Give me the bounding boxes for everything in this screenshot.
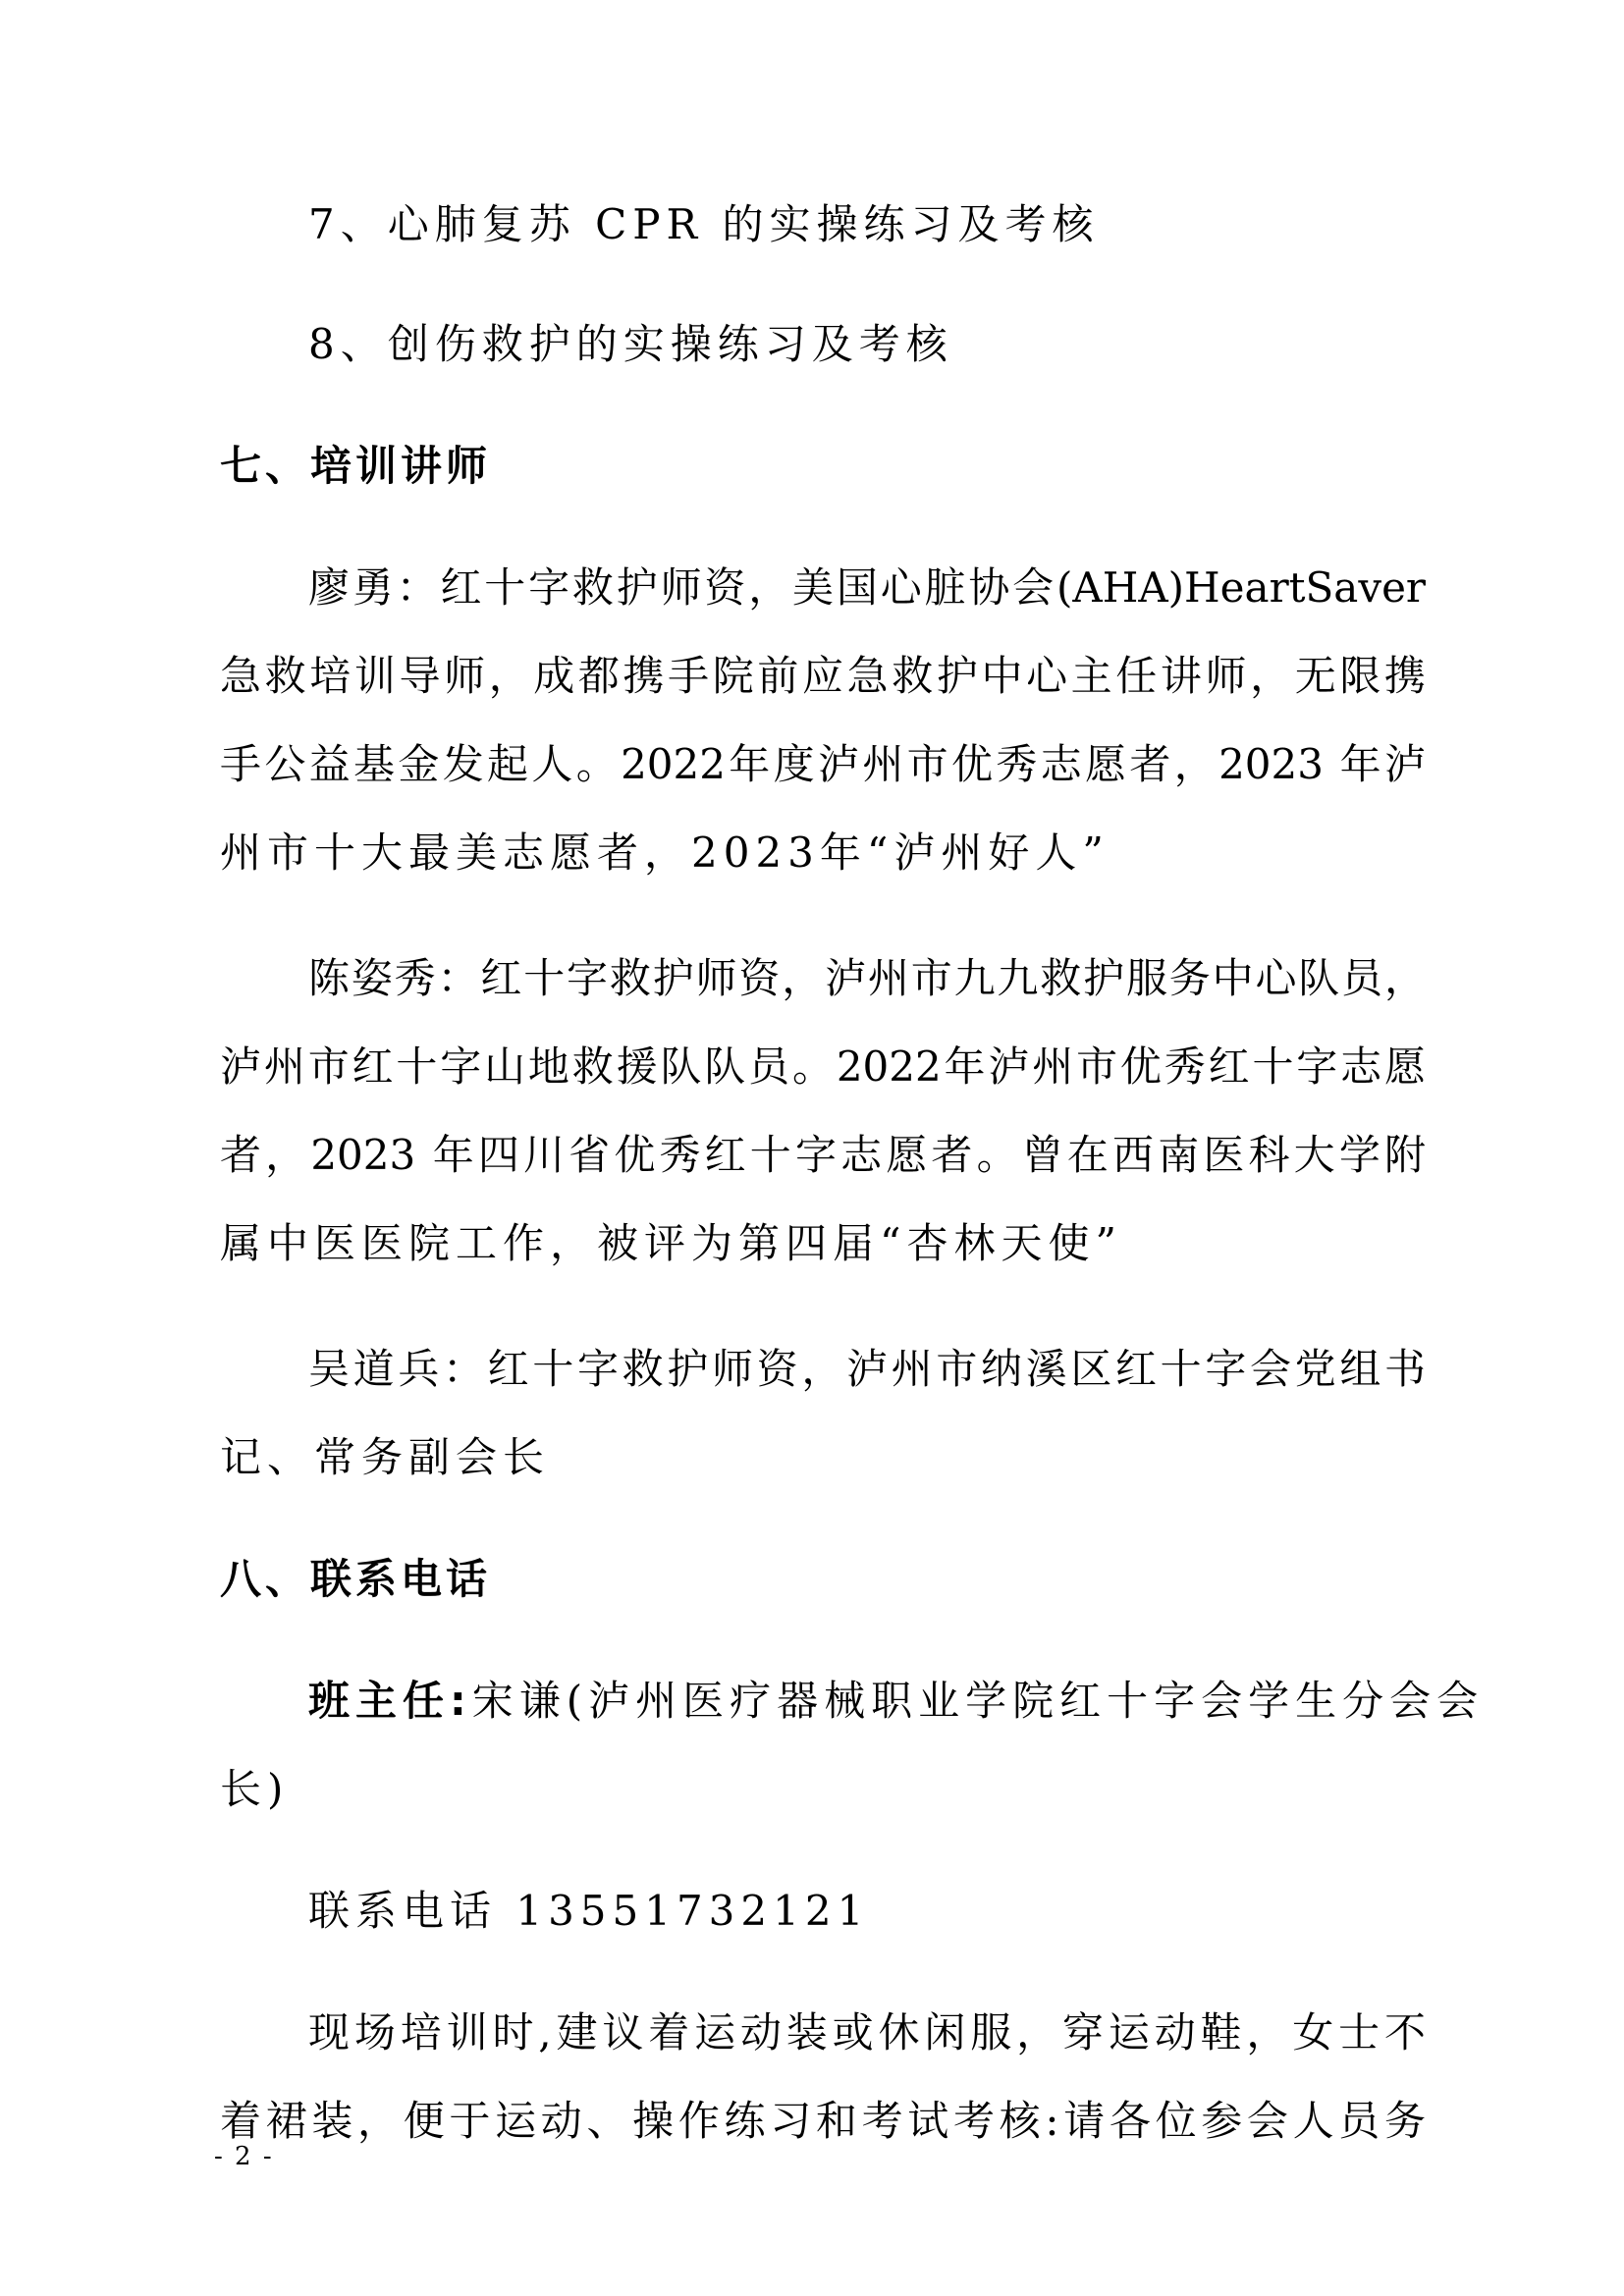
contact-phone: 联系电话 13551732121 xyxy=(308,1887,870,1935)
instructor-1-line-1: 廖勇：红十字救护师资，美国心脏协会(AHA)HeartSaver xyxy=(308,563,1426,612)
section-heading-contact: 八、联系电话 xyxy=(220,1555,492,1603)
notice-line-2: 着裙装，便于运动、操作练习和考试考核:请各位参会人员务 xyxy=(220,2097,1426,2145)
head-teacher-label: 班主任: xyxy=(308,1677,472,1725)
instructor-2-line-3: 者，2023 年四川省优秀红十字志愿者。曾在西南医科大学附 xyxy=(220,1131,1426,1179)
page-number: - 2 - xyxy=(214,2142,274,2171)
instructor-3-line-1: 吴道兵：红十字救护师资，泸州市纳溪区红十字会党组书 xyxy=(308,1345,1426,1393)
instructor-2-line-1: 陈姿秀：红十字救护师资，泸州市九九救护服务中心队员， xyxy=(308,954,1426,1002)
instructor-1-line-4: 州市十大最美志愿者，2023年“泸州好人” xyxy=(220,828,1110,877)
instructor-1-line-2: 急救培训导师，成都携手院前应急救护中心主任讲师，无限携 xyxy=(220,652,1426,700)
list-item-8: 8、创伤救护的实操练习及考核 xyxy=(308,320,953,368)
notice-line-1: 现场培训时,建议着运动装或休闲服，穿运动鞋，女士不 xyxy=(308,2008,1426,2056)
instructor-2-line-4: 属中医医院工作，被评为第四届“杏林天使” xyxy=(220,1219,1122,1267)
instructor-2-line-2: 泸州市红十字山地救援队队员。2022年泸州市优秀红十字志愿 xyxy=(220,1042,1426,1091)
head-teacher-line-1 xyxy=(308,1673,1484,1730)
head-teacher-line-2: 长) xyxy=(220,1765,290,1813)
section-heading-instructors: 七、培训讲师 xyxy=(220,442,492,490)
head-teacher-value: 宋谦(泸州医疗器械职业学院红十字会学生分会会 xyxy=(471,1677,1485,1725)
instructor-3-line-2: 记、常务副会长 xyxy=(220,1433,551,1481)
list-item-7: 7、心肺复苏 CPR 的实操练习及考核 xyxy=(308,200,1100,248)
instructor-1-line-3: 手公益基金发起人。2022年度泸州市优秀志愿者，2023 年泸 xyxy=(220,740,1426,788)
